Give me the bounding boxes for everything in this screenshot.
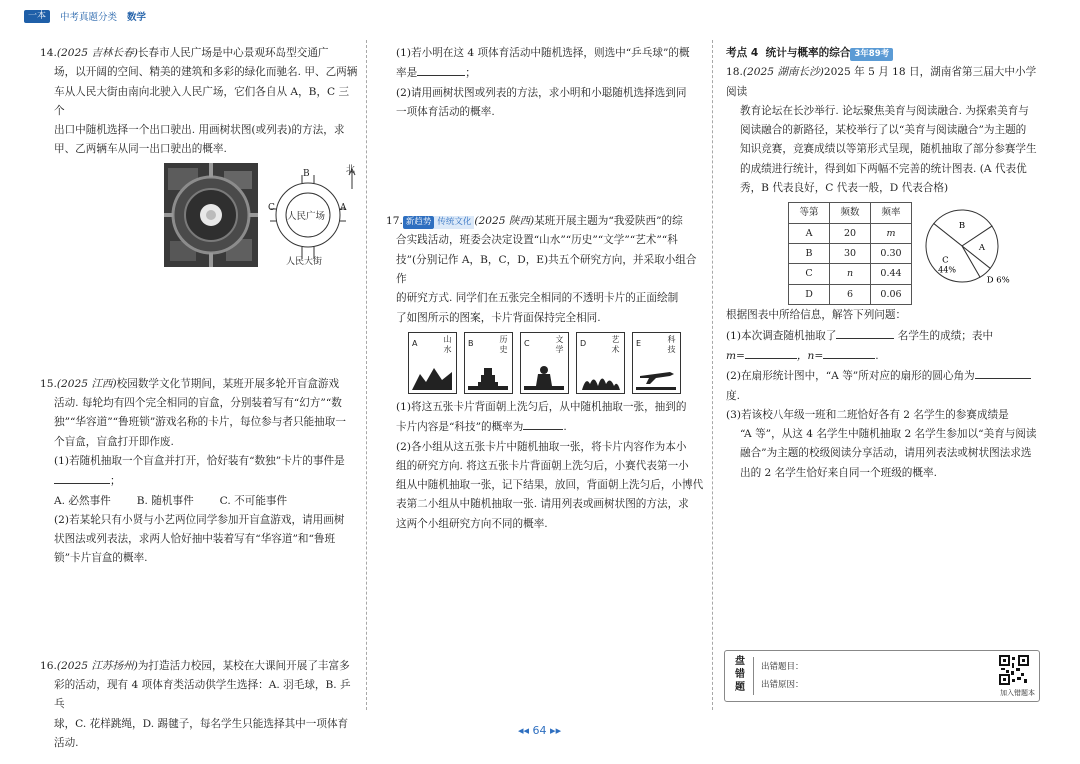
q15-source: (2025 江西) xyxy=(56,377,117,390)
subject-name: 数学 xyxy=(127,12,147,23)
q15-line: 状图法或列表法，求两人恰好抽中装着写有“华容道”和“鲁班 xyxy=(54,533,336,546)
q15-line: 锁”卡片盲盒的概率. xyxy=(54,552,148,565)
page-number-value: 64 xyxy=(532,724,547,737)
card-letter: E xyxy=(636,338,642,348)
q14-source: (2025 吉林长春) xyxy=(56,47,138,59)
q17-line: (1)将这五张卡片背面朝上洗匀后，从中随机抽取一张，抽到的 xyxy=(396,400,687,413)
q18-line: ，n= xyxy=(796,349,824,362)
pie-label-b: B xyxy=(958,221,966,232)
q17-line: 这两个小组研究方向不同的概率. xyxy=(396,517,548,530)
table-cell: m xyxy=(871,223,912,243)
q17-line: 表第二小组从中随机抽取一张. 请用列表或画树状图的方法，求 xyxy=(396,498,689,511)
q17-line: 合实践活动，班委会决定设置“山水”“历史”“文学”“艺术”“科 xyxy=(396,234,678,247)
frequency-table xyxy=(788,202,912,304)
pagoda-illustration xyxy=(468,364,508,390)
q17-line: 的研究方式. 同学们在五张完全相同的不透明卡片的正面绘制 xyxy=(396,292,679,305)
q17-line: 技”(分别记作 A，B，C，D，E)共五个研究方向，并采取小组合作 xyxy=(396,253,697,286)
pie-label-c: C xyxy=(942,256,949,267)
question-18 xyxy=(726,63,1044,483)
q15-line: 校园数学文化节期间，某班开展多轮开盲盒游戏 xyxy=(116,377,340,390)
card-word: 文学 xyxy=(555,334,564,354)
q17-line: 组的研究方向. 将这五张卡片背面朝上洗匀后，小赛代表第一小 xyxy=(396,459,689,472)
table-cell: 30 xyxy=(830,243,871,263)
aerial-photo xyxy=(164,163,258,267)
q14-line: 出口中随机选择一个出口驶出. 用画树状图(或列表)的方法，求 xyxy=(54,124,345,137)
q18-line: 的成绩进行统计，得到如下两幅不完善的统计图表. (A 代表优 xyxy=(740,162,1027,175)
q18-line: “A 等”，从这 4 名学生中随机抽取 2 名学生参加以“美育与阅读 xyxy=(740,428,1037,441)
q17-number: 17. xyxy=(386,215,403,228)
q15-number: 15. xyxy=(40,377,57,390)
q18-line: 秀，B 代表良好，C 代表一般，D 代表合格) xyxy=(740,182,949,195)
card-c xyxy=(520,332,569,394)
q18-line: 度. xyxy=(726,389,740,402)
card-letter: C xyxy=(524,338,530,348)
street-label: 人民大街 xyxy=(286,256,323,267)
question-15: 15.(2025 江西)校园数学文化节期间，某班开展多轮开盲盒游戏 活动. 每轮均有四个完全相同的盲盒，分别装着写有“幻方”“数 独”“华容道”“鲁班锁”游戏名称的卡片，每位参与者只能抽取一 个盲盒，盲盒打开即作废. (1)若随机抽取一个盲盒并打开，恰好装有“数独”卡片的事件是 ； A. 必然事件 B. 随机事件 C. 不可能事件 (2)若某轮只有小贤与小艺两位同学参加开盲盒游戏，请用画树 状图法或列表法，求两人恰好抽中装着写有“华容道”和“鲁班 锁”卡片盲盒的概率. xyxy=(40,375,358,569)
q18-after: 根据图表中所给信息，解答下列问题： xyxy=(726,309,907,322)
culture-tag: 传统文化 xyxy=(434,216,474,229)
q15-line: 个盲盒，盲盒打开即作废. xyxy=(54,435,174,448)
q14-line: 车从人民大街由南向北驶入人民广场，它们各自从 A，B，C 三个 xyxy=(54,85,350,117)
column-divider xyxy=(712,40,713,710)
table-cell: 0.30 xyxy=(871,243,912,263)
table-header: 频数 xyxy=(830,203,871,223)
answer-blank[interactable] xyxy=(523,417,563,430)
q16-line: 彩的活动，现有 4 项体育类活动供学生选择：A. 羽毛球，B. 乒乓 xyxy=(54,679,351,711)
topic-heading xyxy=(726,44,1044,63)
q17-line: 卡片内容是“科技”的概率为 xyxy=(396,421,524,434)
table-cell: C xyxy=(789,264,830,284)
new-trend-tag: 新趋势 xyxy=(403,216,435,229)
q18-line: 名学生的成绩；表中 xyxy=(897,329,994,342)
table-row xyxy=(789,284,912,304)
pie-chart xyxy=(920,204,1010,294)
table-cell: 0.06 xyxy=(871,284,912,304)
table-row xyxy=(789,243,912,263)
q16-line: 率是 xyxy=(396,67,418,80)
table-row xyxy=(789,264,912,284)
mistake-box-label: 盘错题 xyxy=(735,656,745,693)
table-row xyxy=(789,223,912,243)
q18-line: (1)本次调查随机抽取了 xyxy=(726,329,837,342)
q16-line: (1)若小明在这 4 项体育活动中随机选择，则选中“乒乓球”的概 xyxy=(396,47,690,59)
qr-code-icon[interactable] xyxy=(999,655,1029,685)
card-letter: A xyxy=(412,338,418,348)
pie-label-a: A xyxy=(978,243,986,254)
topic-title: 统计与概率的综合 xyxy=(765,47,851,59)
table-header: 频率 xyxy=(871,203,912,223)
q18-source: (2025 湖南长沙) xyxy=(742,66,824,79)
table-header: 等第 xyxy=(789,203,830,223)
card-letter: D xyxy=(580,338,587,348)
table-cell: 6 xyxy=(830,284,871,304)
q14-line: 长春市人民广场是中心景观环岛型交通广 xyxy=(137,47,329,59)
answer-blank[interactable] xyxy=(417,63,465,76)
card-b xyxy=(464,332,513,394)
airplane-illustration xyxy=(636,364,676,390)
q17-source: (2025 陕西) xyxy=(474,215,535,228)
exit-label-c: C xyxy=(268,202,275,213)
column-divider xyxy=(366,40,367,710)
pie-percent-c: 44% xyxy=(938,266,956,276)
answer-blank[interactable] xyxy=(975,366,1031,379)
dancers-illustration xyxy=(580,364,620,390)
table-cell: 0.44 xyxy=(871,264,912,284)
q18-line: 知识竞赛，竞赛成绩以等第形式呈现，随机抽取了部分参赛学生 xyxy=(740,143,1037,156)
q18-line: 阅读融合的新路径，某校举行了以“美育与阅读融合”为主题的 xyxy=(740,124,1027,137)
table-cell: 20 xyxy=(830,223,871,243)
q16-line: 为打造活力校园，某校在大课间开展了丰富多 xyxy=(137,659,350,672)
answer-blank[interactable] xyxy=(823,346,875,359)
q15-line: (1)若随机抽取一个盲盒并打开，恰好装有“数独”卡片的事件是 xyxy=(54,454,345,467)
q15-line: 活动. 每轮均有四个完全相同的盲盒，分别装着写有“幻方”“数 xyxy=(54,397,342,410)
q15-line: (2)若某轮只有小贤与小艺两位同学参加开盲盒游戏，请用画树 xyxy=(54,513,345,526)
page-header xyxy=(24,8,146,24)
q16-line: (2)请用画树状图或列表的方法，求小明和小聪随机选择选到同 xyxy=(396,86,687,99)
divider xyxy=(753,657,754,695)
q17-line: 组从中随机抽取一张，记下结果，放回，背面朝上洗匀后，小博代 xyxy=(396,479,704,492)
q18-line: . xyxy=(875,349,879,362)
question-14 xyxy=(40,44,358,273)
card-word: 科技 xyxy=(667,334,676,354)
column-right xyxy=(726,44,1044,483)
table-cell: D xyxy=(789,284,830,304)
question-16-continued: (1)若小明在这 4 项体育活动中随机选择，则选中“乒乓球”的概 率是 ； (2)请用画树状图或列表的方法，求小明和小聪随机选择选到同 一项体育活动的概率. xyxy=(386,44,704,122)
choice-c: C. 不可能事件 xyxy=(219,494,288,507)
q18-number: 18. xyxy=(726,66,743,79)
topic-label: 考点 4 xyxy=(726,47,759,59)
card-e xyxy=(632,332,681,394)
choice-b: B. 随机事件 xyxy=(136,494,194,507)
answer-blank[interactable] xyxy=(745,346,797,359)
mistake-box xyxy=(724,650,1040,702)
column-middle xyxy=(386,44,704,534)
pie-label-d: D 6% xyxy=(986,275,1010,286)
choice-a: A. 必然事件 xyxy=(54,494,111,507)
q14-line: 场，以开阔的空间、精美的建筑和多彩的绿化而驰名. 甲、乙两辆 xyxy=(54,66,358,79)
answer-blank[interactable] xyxy=(54,471,110,484)
q18-line: (2)在扇形统计图中，“A 等”所对应的扇形的圆心角为 xyxy=(726,370,975,383)
question-16 xyxy=(40,657,358,753)
q17-line: (2)各小组从这五张卡片中随机抽取一张，将卡片内容作为本小 xyxy=(396,440,687,453)
q16-number: 16. xyxy=(40,659,57,672)
exit-label-b: B xyxy=(303,168,310,179)
q18-line: m= xyxy=(726,349,745,362)
q17-line: 某班开展主题为“我爱陕西”的综 xyxy=(534,215,683,228)
card-word: 历史 xyxy=(499,334,508,354)
card-a xyxy=(408,332,457,394)
exit-label-a: A xyxy=(340,202,347,213)
qr-caption: 加入错题本 xyxy=(1000,689,1035,697)
wrong-question-field[interactable]: 出错题目： xyxy=(761,662,804,672)
q18-line: 融合”为主题的校级阅读分享活动，请用列表法或树状图法求选 xyxy=(740,447,1032,460)
q16-line: 球，C. 花样跳绳，D. 踢毽子，每名学生只能选择其中一项体育 xyxy=(54,717,349,730)
q18-line: (3)若该校八年级一班和二班恰好各有 2 名学生的参赛成绩是 xyxy=(726,408,1009,421)
card-word: 山水 xyxy=(443,334,452,354)
series-name: 中考真题分类 xyxy=(60,12,118,23)
column-left xyxy=(40,44,358,753)
card-word: 艺术 xyxy=(611,334,620,354)
q15-line: 独”“华容道”“鲁班锁”游戏名称的卡片，每位参与者只能抽取一 xyxy=(54,416,346,429)
brand-logo: 一本 xyxy=(24,10,50,23)
q14-line: 甲、乙两辆车从同一出口驶出的概率. xyxy=(54,143,227,156)
answer-blank[interactable] xyxy=(836,326,894,339)
plaza-label: 人民广场 xyxy=(287,210,326,222)
question-17: 17. 新趋势 传统文化 (2025 陕西)某班开展主题为“我爱陕西”的综 合实践活动，班委会决定设置“山水”“历史”“文学”“艺术”“科 技”(分别记作 A，B，C，D，E)共五个研究方向，并采取小组合作 的研究方式. 同学们在五张完全相同的不透明卡片的正面绘制 了如图所示的图案，卡片背面保持完全相同. A 山水 B 历史 C 文学 D 艺术 E 科技 (1)将这五张卡片背面朝上洗匀后，从中随机抽取一张，抽到的 卡片内容是“科技”的概率为 . (2)各小组从这五张卡片中随机抽取一张，将卡片内容作为本小 组的研究方向. 将这五张卡片背面朝上洗匀后，小赛代表第一小 组从中随机抽取一张，记下结果，放回，背面朝上洗匀后，小博代 表第二小组从中随机抽取一张. 请用列表或画树状图的方法，求 这两个小组研究方向不同的概率. xyxy=(386,212,704,534)
q16-line: 活动. xyxy=(54,736,79,749)
q17-line: 了如图所示的图案，卡片背面保持完全相同. xyxy=(396,311,601,324)
page-number: ◂◂ 64 ▸▸ xyxy=(518,724,562,737)
table-cell: n xyxy=(830,264,871,284)
q18-line: 教育论坛在长沙举行. 论坛聚焦美育与阅读融合. 为探索美育与 xyxy=(740,104,1029,117)
card-letter: B xyxy=(468,338,474,348)
card-d xyxy=(576,332,625,394)
frequency-badge: 3年89考 xyxy=(850,48,893,61)
q18-line: 出的 2 名学生恰好来自同一个班级的概率. xyxy=(740,466,937,479)
q16-line: 一项体育活动的概率. xyxy=(396,105,495,118)
table-header-row xyxy=(789,203,912,223)
mountain-illustration xyxy=(412,364,452,390)
table-cell: B xyxy=(789,243,830,263)
statue-illustration xyxy=(524,364,564,390)
q16-source: (2025 江苏扬州) xyxy=(56,659,138,672)
error-reason-field[interactable]: 出错原因： xyxy=(761,680,804,690)
card-row xyxy=(386,332,704,394)
north-label: 北 xyxy=(346,164,356,175)
q14-number: 14. xyxy=(40,47,57,59)
table-cell: A xyxy=(789,223,830,243)
q18-line: 2025 年 5 月 18 日，湖南省第三届大中小学阅读 xyxy=(726,66,1037,98)
